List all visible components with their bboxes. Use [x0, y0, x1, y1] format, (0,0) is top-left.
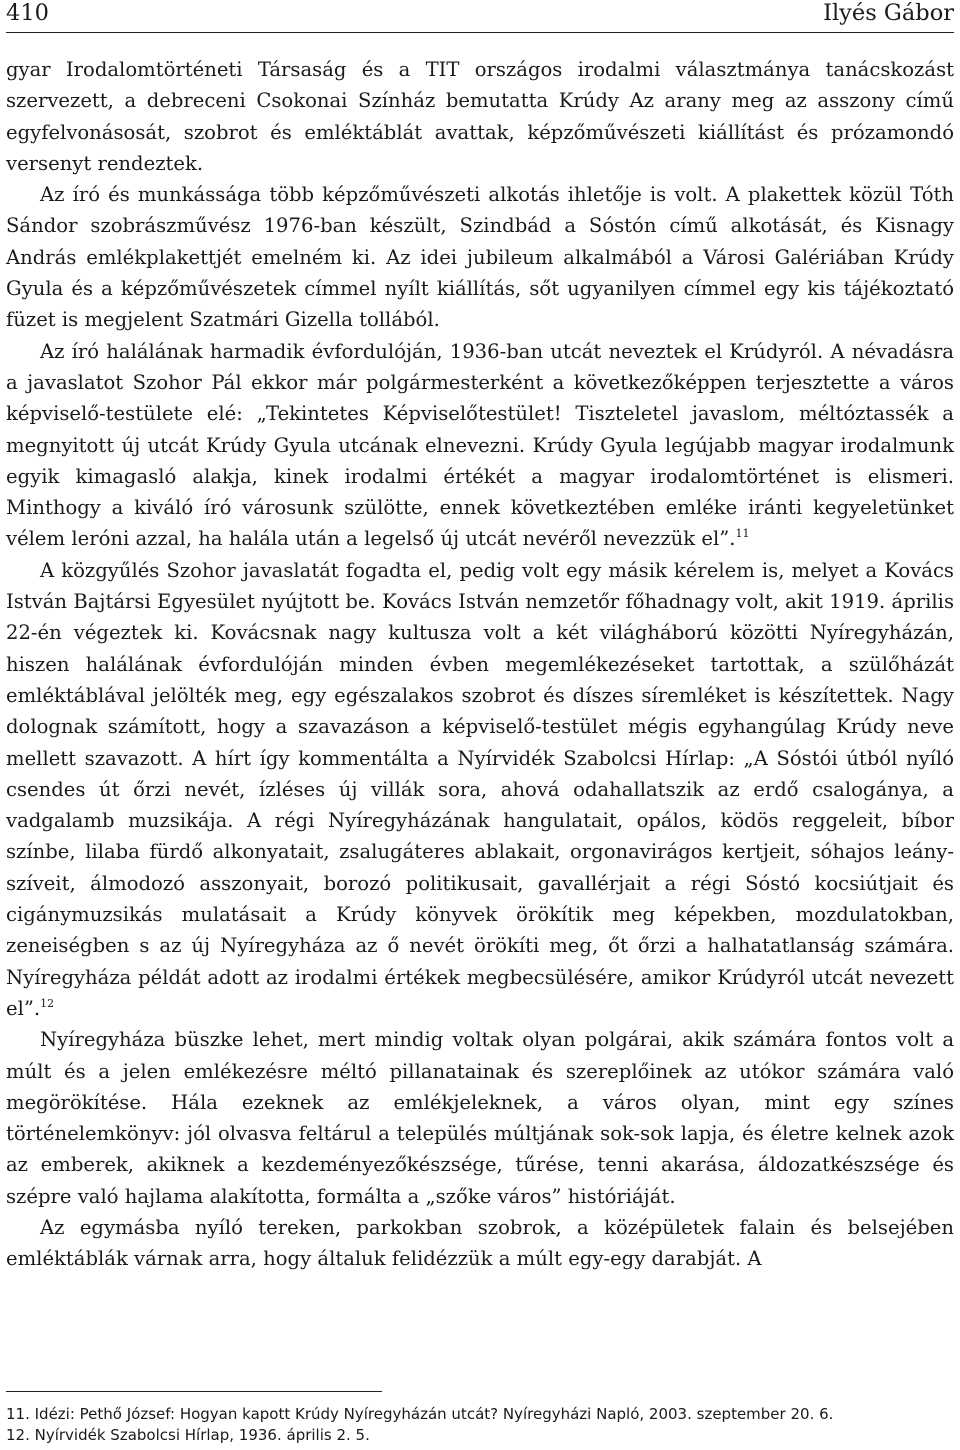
paragraph-5 [6, 1024, 954, 1212]
running-header [6, 0, 954, 30]
paragraph-4 [6, 555, 954, 1024]
body-text [6, 54, 954, 1275]
paragraph-4-text: A közgyűlés Szohor javaslatát fogadta el, pedig volt egy másik kérelem is, melyet a Kovács István Bajtársi Egyesület nyújtott be. Kovács István nemzetőr főhadnagy volt, akit 1919. április 22-én végeztek ki. Kovácsnak nagy kultusza volt a két világháború közötti Nyíregyházán, hiszen halálának évfordulóján minden évben megemlékezéseket tartottak, a szülőházát emléktáblával jelölték meg, egy egészalakos szobrot és díszes síremléket is készítettek. Nagy dolognak számított, hogy a szavazáson a képviselő-testület mégis egyhangúlag Krúdy neve mellett szavazott. A hírt így kommentálta a Nyírvidék Szabolcsi Hírlap: „A Sóstói útból nyíló csendes út őrzi nevét, ízléses új villák sora, ahová odahallatszik az erdő csalogánya, a vadgalamb muzsikája. A régi Nyíregyházának hangulatait, opálos, ködös reggeleit, bíbor színbe, lilaba fürdő alkonyatait, zsalugáteres ablakait, orgonavirágos kertjeit, sóhajos leányszíveit, álmodozó asszonyait, borozó politikusait, gavallérjait a régi Sóstó kocsiútjait és cigánymuzsikás mulatásait a Krúdy könyvek örökítik meg képekben, mozdulatokban, zeneiségben s az új Nyíregyháza az ő nevét örökíti meg, őt őrzi a halhatatlanság számára. Nyíregyháza példát adott az irodalmi értékek megbecsülésére, amikor Krúdyról utcát nevezett el”. [6, 558, 954, 1020]
running-head-author: Ilyés Gábor [823, 0, 954, 26]
paragraph-3-text: Az író halálának harmadik évfordulóján, 1936-ban utcát neveztek el Krúdyról. A névadásra a javaslatot Szohor Pál ekkor már polgármesterként a következőképpen terjesztette a város képviselő-testülete elé: „Tekintetes Képviselőtestület! Tiszteletel javaslom, méltóztassék a megnyitott új utcát Krúdy Gyula utcának elnevezni. Krúdy Gyula legújabb magyar irodalmunk egyik kimagasló alakja, kinek irodalmi értékét a magyar irodalomtörténet is elismeri. Minthogy a kiváló író városunk szülötte, ennek következtében emléke iránti kegyeletünket vélem leróni azzal, ha halála után a legelső új utcát nevéről nevezzük el”. [6, 339, 954, 551]
paragraph-1 [6, 54, 954, 179]
footnote-ref-12: 12 [40, 996, 55, 1010]
paragraph-2-text: Az író és munkássága több képzőművészeti alkotás ihletője is volt. A plakettek közül Tóth Sándor szobrászművész 1976-ban készült, Szindbád a Sóstón című alkotását, és Kisnagy András emlékplakettjét emelném ki. Az idei jubileum alkalmából a Városi Galériában Krúdy Gyula és a képzőművészetek címmel nyílt kiállítás, sőt ugyanilyen címmel egy kis tájékoztató füzet is megjelent Szatmári Gizella tollából. [6, 183, 954, 332]
footnote-12: 12. Nyírvidék Szabolcsi Hírlap, 1936. április 2. 5. [6, 1426, 370, 1444]
footnote-11: 11. Idézi: Pethő József: Hogyan kapott Krúdy Nyíregyházán utcát? Nyíregyházi Napló, 2003. szeptember 20. 6. [6, 1405, 834, 1423]
footnote-ref-11: 11 [735, 527, 750, 541]
header-rule [6, 32, 954, 33]
footnote-rule [6, 1391, 382, 1392]
paragraph-1-text: gyar Irodalomtörténeti Társaság és a TIT országos irodalmi választmánya tanácskozást szervezett, a debreceni Csokonai Színház bemutatta Krúdy Az arany meg az asszony című egyfelvonásosát, szobrot és emléktáblát avattak, képzőművészeti kiállítást és prózamondó versenyt rendeztek. [6, 58, 954, 175]
paragraph-6-text: Az egymásba nyíló tereken, parkokban szobrok, a középületek falain és belsejében emléktáblák várnak arra, hogy általuk felidézzük a múlt egy-egy darabját. A [6, 1215, 954, 1271]
paragraph-6 [6, 1212, 954, 1275]
paragraph-2 [6, 179, 954, 335]
paragraph-3 [6, 336, 954, 555]
page-number: 410 [6, 0, 49, 26]
paragraph-5-text: Nyíregyháza büszke lehet, mert mindig voltak olyan polgárai, akik számára fontos volt a múlt és a jelen emlékezésre méltó pillanatainak és szereplőinek az utókor számára való megörökítése. Hála ezeknek az emlékjeleknek, a város olyan, mint egy színes történelemkönyv: jól olvasva feltárul a település múltjának sok-sok lapja, és életre kelnek azok az emberek, akiknek a kezdeményezőkészsége, tűrése, tenni akarása, áldozatkészsége és szépre való hajlama alakította, formálta a „szőke város” históriáját. [6, 1028, 954, 1208]
footnotes [6, 1404, 954, 1446]
